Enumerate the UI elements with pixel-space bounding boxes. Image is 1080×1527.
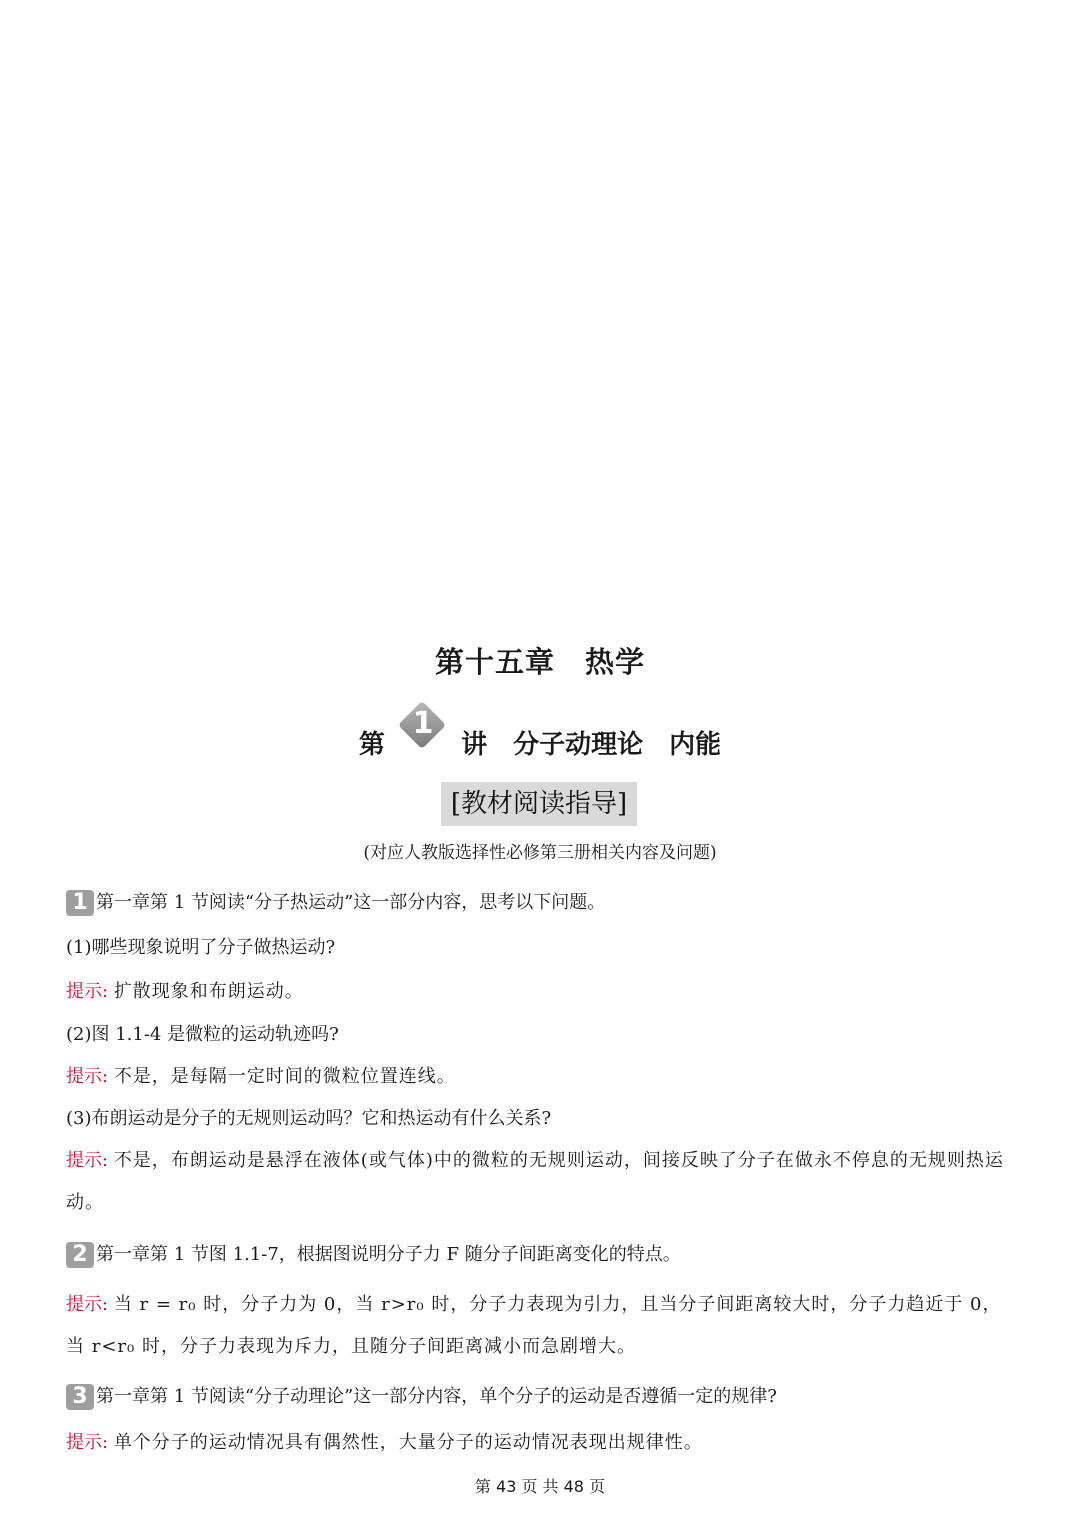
lecture-number: 1 bbox=[412, 706, 434, 741]
hint-text: 单个分子的运动情况具有偶然性，大量分子的运动情况表现出规律性。 bbox=[113, 1432, 703, 1453]
section-note: (对应人教版选择性必修第三册相关内容及问题) bbox=[363, 843, 717, 863]
hint-label: 提示: bbox=[66, 1066, 109, 1087]
section-banner: [教材阅读指导] bbox=[441, 782, 637, 826]
hint bbox=[66, 1140, 1016, 1224]
sub-question: (2)图 1.1-4 是微粒的运动轨迹吗? bbox=[66, 1024, 339, 1045]
sub-question: (3)布朗运动是分子的无规则运动吗？它和热运动有什么关系? bbox=[66, 1108, 552, 1129]
hint-label: 提示: bbox=[66, 1294, 109, 1315]
question-number-badge: 2 bbox=[66, 1242, 94, 1268]
hint-label: 提示: bbox=[66, 1432, 109, 1453]
lecture-title bbox=[0, 706, 1080, 764]
question-number-badge: 3 bbox=[66, 1384, 94, 1410]
chapter-title: 第十五章 热学 bbox=[434, 645, 645, 679]
hint-text: 不是，布朗运动是悬浮在液体(或气体)中的微粒的无规则运动，间接反映了分子在做永不停息的无规则热运动。 bbox=[66, 1150, 1004, 1213]
question-text: 第一章第 1 节图 1.1-7，根据图说明分子力 F 随分子间距离变化的特点。 bbox=[96, 1244, 681, 1265]
lecture-suffix: 讲 分子动理论 内能 bbox=[461, 729, 722, 760]
hint bbox=[66, 1428, 1016, 1458]
question-text: 第一章第 1 节阅读“分子动理论”这一部分内容，单个分子的运动是否遵循一定的规律? bbox=[96, 1386, 777, 1407]
lecture-number-badge bbox=[396, 706, 450, 764]
sub-question: (1)哪些现象说明了分子做热运动? bbox=[66, 937, 336, 958]
hint-text: 不是，是每隔一定时间的微粒位置连线。 bbox=[113, 1066, 456, 1087]
question-number-badge: 1 bbox=[66, 890, 94, 916]
page-footer: 第 43 页 共 48 页 bbox=[474, 1477, 606, 1496]
hint-text: 当 r = r₀ 时，分子力为 0，当 r>r₀ 时，分子力表现为引力，且当分子间距离较大时，分子力趋近于 0，当 r<r₀ 时，分子力表现为斥力，且随分子间距离减小而急剧增大。 bbox=[66, 1294, 1002, 1357]
hint-text: 扩散现象和布朗运动。 bbox=[113, 981, 304, 1002]
hint bbox=[66, 1062, 1016, 1092]
hint-label: 提示: bbox=[66, 1150, 109, 1171]
hint bbox=[66, 1284, 1016, 1368]
question-text: 第一章第 1 节阅读“分子热运动”这一部分内容，思考以下问题。 bbox=[96, 892, 606, 913]
question-3 bbox=[66, 1382, 1026, 1412]
hint-label: 提示: bbox=[66, 981, 109, 1002]
lecture-prefix: 第 bbox=[358, 729, 385, 760]
question-1 bbox=[66, 888, 1026, 918]
question-2 bbox=[66, 1240, 1026, 1270]
hint bbox=[66, 977, 1016, 1007]
